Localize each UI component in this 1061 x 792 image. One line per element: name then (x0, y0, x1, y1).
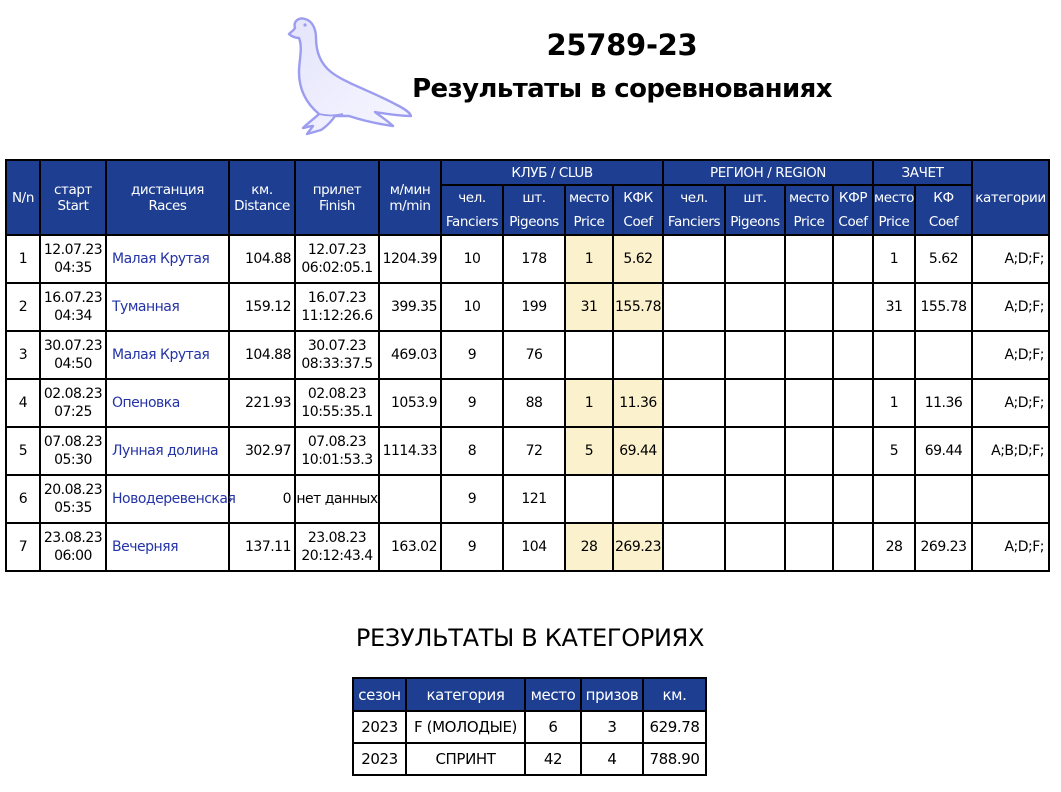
category-row (353, 711, 706, 743)
club-coef-cell: 5.62 (613, 235, 663, 283)
speed-cell: 399.35 (379, 283, 441, 331)
club-coef-cell: 269.23 (613, 523, 663, 571)
credit-place-cell: 31 (873, 283, 915, 331)
region-pigeons-header-en: Pigeons (725, 210, 785, 235)
finish-cell: 16.07.23 11:12:26.6 (295, 283, 379, 331)
club-coef-cell: 69.44 (613, 427, 663, 475)
region-place-cell (785, 331, 833, 379)
club-place-cell: 31 (565, 283, 613, 331)
col-start: старт Start (40, 160, 106, 235)
club-coef-cell (613, 475, 663, 523)
cat-col-km: км. (643, 678, 706, 711)
club-fanciers-header-en: Fanciers (441, 210, 503, 235)
row-number: 4 (6, 379, 40, 427)
group-region: РЕГИОН / REGION (663, 160, 873, 185)
finish-cell: 02.08.23 10:55:35.1 (295, 379, 379, 427)
credit-place-cell: 5 (873, 427, 915, 475)
col-speed: м/мин m/min (379, 160, 441, 235)
category-row (353, 743, 706, 775)
credit-place-cell (873, 331, 915, 379)
club-fanciers-cell: 8 (441, 427, 503, 475)
table-row (6, 283, 1049, 331)
club-place-cell (565, 475, 613, 523)
cat-place-cell: 42 (525, 743, 581, 775)
col-race: дистанция Races (106, 160, 229, 235)
cat-col-place: место (525, 678, 581, 711)
credit-coef-cell: 11.36 (915, 379, 972, 427)
start-cell: 16.07.23 04:34 (40, 283, 106, 331)
start-cell: 02.08.23 07:25 (40, 379, 106, 427)
table-row (6, 427, 1049, 475)
credit-place-header-en: Price (873, 210, 915, 235)
distance-cell: 0 (229, 475, 295, 523)
ring-id: 25789-23 (546, 28, 698, 62)
col-km: км. Distance (229, 160, 295, 235)
categories-cell: A;D;F; (972, 283, 1049, 331)
cat-season-cell: 2023 (353, 743, 406, 775)
row-number: 3 (6, 331, 40, 379)
race-link[interactable]: Вечерняя (106, 523, 229, 571)
cat-category-cell: СПРИНТ (406, 743, 525, 775)
club-kfk-header: КФК (613, 185, 663, 210)
row-number: 2 (6, 283, 40, 331)
region-coef-cell (833, 331, 873, 379)
table-row (6, 523, 1049, 571)
row-number: 6 (6, 475, 40, 523)
cat-km-cell: 788.90 (643, 743, 706, 775)
region-kfr-header: КФР (833, 185, 873, 210)
finish-cell: 23.08.23 20:12:43.4 (295, 523, 379, 571)
region-coef-cell (833, 427, 873, 475)
region-coef-cell (833, 379, 873, 427)
speed-cell: 1204.39 (379, 235, 441, 283)
start-cell: 12.07.23 04:35 (40, 235, 106, 283)
categories-cell: A;B;D;F; (972, 427, 1049, 475)
race-link[interactable]: Опеновка (106, 379, 229, 427)
region-fanciers-header: чел. (663, 185, 725, 210)
club-fanciers-cell: 10 (441, 283, 503, 331)
credit-kf-header-en: Coef (915, 210, 972, 235)
group-club: КЛУБ / CLUB (441, 160, 663, 185)
speed-cell: 469.03 (379, 331, 441, 379)
speed-cell: 1053.9 (379, 379, 441, 427)
credit-coef-cell: 5.62 (915, 235, 972, 283)
credit-kf-header: КФ (915, 185, 972, 210)
distance-cell: 221.93 (229, 379, 295, 427)
categories-cell: A;D;F; (972, 331, 1049, 379)
race-link[interactable]: Малая Крутая (106, 235, 229, 283)
start-cell: 07.08.23 05:30 (40, 427, 106, 475)
page-title: Результаты в соревнованиях (412, 74, 832, 104)
club-coef-cell: 155.78 (613, 283, 663, 331)
club-pigeons-cell: 72 (503, 427, 565, 475)
cat-col-category: категория (406, 678, 525, 711)
club-pigeons-cell: 178 (503, 235, 565, 283)
region-place-cell (785, 475, 833, 523)
region-fanciers-cell (663, 475, 725, 523)
table-row (6, 379, 1049, 427)
distance-cell: 104.88 (229, 235, 295, 283)
club-coef-cell (613, 331, 663, 379)
group-credit: ЗАЧЕТ (873, 160, 972, 185)
credit-place-cell (873, 475, 915, 523)
distance-cell: 159.12 (229, 283, 295, 331)
region-fanciers-cell (663, 235, 725, 283)
region-pigeons-cell (725, 331, 785, 379)
race-link[interactable]: Туманная (106, 283, 229, 331)
region-fanciers-cell (663, 283, 725, 331)
club-place-cell: 1 (565, 235, 613, 283)
cat-prizes-cell: 4 (581, 743, 643, 775)
club-place-cell: 28 (565, 523, 613, 571)
speed-cell: 163.02 (379, 523, 441, 571)
table-row (6, 331, 1049, 379)
club-fanciers-cell: 9 (441, 379, 503, 427)
categories-cell: A;D;F; (972, 235, 1049, 283)
region-fanciers-header-en: Fanciers (663, 210, 725, 235)
credit-place-cell: 1 (873, 379, 915, 427)
club-pigeons-header-en: Pigeons (503, 210, 565, 235)
finish-cell: 07.08.23 10:01:53.3 (295, 427, 379, 475)
region-coef-cell (833, 235, 873, 283)
club-coef-cell: 11.36 (613, 379, 663, 427)
credit-coef-cell (915, 331, 972, 379)
cat-category-cell: F (МОЛОДЫЕ) (406, 711, 525, 743)
race-link[interactable]: Новодеревенская (106, 475, 229, 523)
club-pigeons-cell: 199 (503, 283, 565, 331)
categories-cell (972, 475, 1049, 523)
start-cell: 20.08.23 05:35 (40, 475, 106, 523)
club-place-header-en: Price (565, 210, 613, 235)
categories-cell: A;D;F; (972, 523, 1049, 571)
club-place-cell: 5 (565, 427, 613, 475)
finish-cell: нет данных (295, 475, 379, 523)
region-place-header: место (785, 185, 833, 210)
club-fanciers-cell: 10 (441, 235, 503, 283)
region-fanciers-cell (663, 379, 725, 427)
credit-place-header: место (873, 185, 915, 210)
club-kfk-header-en: Coef (613, 210, 663, 235)
row-number: 7 (6, 523, 40, 571)
region-place-cell (785, 235, 833, 283)
col-n: N/n (6, 160, 40, 235)
club-fanciers-header: чел. (441, 185, 503, 210)
club-place-cell (565, 331, 613, 379)
finish-cell: 12.07.23 06:02:05.1 (295, 235, 379, 283)
club-fanciers-cell: 9 (441, 331, 503, 379)
cat-season-cell: 2023 (353, 711, 406, 743)
region-pigeons-cell (725, 475, 785, 523)
credit-place-cell: 28 (873, 523, 915, 571)
region-fanciers-cell (663, 427, 725, 475)
region-place-header-en: Price (785, 210, 833, 235)
categories-cell: A;D;F; (972, 379, 1049, 427)
cat-col-prizes: призов (581, 678, 643, 711)
region-place-cell (785, 283, 833, 331)
cat-prizes-cell: 3 (581, 711, 643, 743)
region-coef-cell (833, 283, 873, 331)
distance-cell: 137.11 (229, 523, 295, 571)
cat-col-season: сезон (353, 678, 406, 711)
region-pigeons-header: шт. (725, 185, 785, 210)
region-place-cell (785, 379, 833, 427)
distance-cell: 302.97 (229, 427, 295, 475)
col-finish: прилет Finish (295, 160, 379, 235)
credit-coef-cell: 155.78 (915, 283, 972, 331)
region-fanciers-cell (663, 331, 725, 379)
region-pigeons-cell (725, 235, 785, 283)
club-pigeons-cell: 121 (503, 475, 565, 523)
region-pigeons-cell (725, 379, 785, 427)
speed-cell (379, 475, 441, 523)
categories-table (352, 677, 707, 776)
categories-title: РЕЗУЛЬТАТЫ В КАТЕГОРИЯХ (355, 624, 705, 652)
race-link[interactable]: Лунная долина (106, 427, 229, 475)
cat-place-cell: 6 (525, 711, 581, 743)
speed-cell: 1114.33 (379, 427, 441, 475)
region-place-cell (785, 427, 833, 475)
club-fanciers-cell: 9 (441, 475, 503, 523)
region-place-cell (785, 523, 833, 571)
region-pigeons-cell (725, 523, 785, 571)
credit-coef-cell: 69.44 (915, 427, 972, 475)
cat-km-cell: 629.78 (643, 711, 706, 743)
club-fanciers-cell: 9 (441, 523, 503, 571)
credit-coef-cell (915, 475, 972, 523)
credit-place-cell: 1 (873, 235, 915, 283)
start-cell: 23.08.23 06:00 (40, 523, 106, 571)
region-pigeons-cell (725, 283, 785, 331)
row-number: 1 (6, 235, 40, 283)
region-coef-cell (833, 523, 873, 571)
row-number: 5 (6, 427, 40, 475)
club-pigeons-cell: 88 (503, 379, 565, 427)
club-pigeons-header: шт. (503, 185, 565, 210)
race-link[interactable]: Малая Крутая (106, 331, 229, 379)
club-pigeons-cell: 104 (503, 523, 565, 571)
region-kfr-header-en: Coef (833, 210, 873, 235)
club-pigeons-cell: 76 (503, 331, 565, 379)
region-pigeons-cell (725, 427, 785, 475)
credit-coef-cell: 269.23 (915, 523, 972, 571)
results-table (5, 159, 1050, 572)
table-row (6, 475, 1049, 523)
start-cell: 30.07.23 04:50 (40, 331, 106, 379)
region-coef-cell (833, 475, 873, 523)
table-row (6, 235, 1049, 283)
finish-cell: 30.07.23 08:33:37.5 (295, 331, 379, 379)
region-fanciers-cell (663, 523, 725, 571)
col-categories: категории (972, 160, 1049, 235)
club-place-cell: 1 (565, 379, 613, 427)
club-place-header: место (565, 185, 613, 210)
distance-cell: 104.88 (229, 331, 295, 379)
